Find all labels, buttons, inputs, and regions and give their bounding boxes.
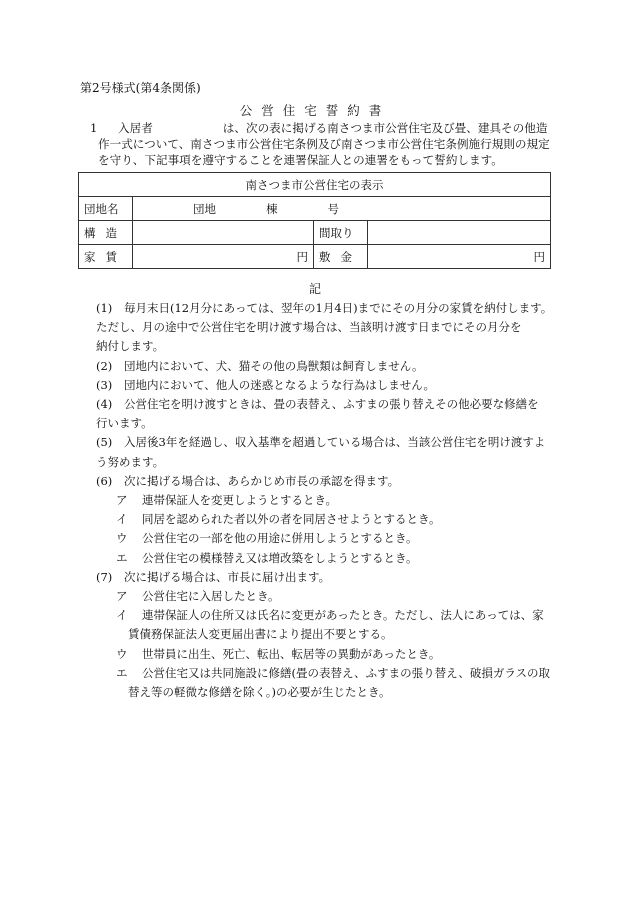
table-row-yachin (79, 245, 551, 269)
yachin-field: 円 (133, 245, 314, 269)
item-continuation: 納付します。 (96, 339, 165, 354)
item-number: (6) (96, 473, 113, 488)
item-text: 団地内において、犬、猫その他の鳥獣類は飼育しません。 (124, 358, 424, 373)
item-number: (5) (96, 435, 113, 450)
sub-item-text: 公営住宅又は共同施設に修繕(畳の表替え、ふすまの張り替え、破損ガラスの取 (142, 665, 551, 680)
item-continuation: 行います。 (96, 416, 153, 431)
sub-item-text: 公営住宅に入居したとき。 (142, 589, 280, 604)
item-text: 次に掲げる場合は、市長に届け出ます。 (124, 569, 331, 584)
kozo-label: 構造 (79, 221, 133, 245)
housing-info-table (78, 172, 551, 269)
sub-item-label: イ (116, 512, 128, 527)
item-number: (2) (96, 358, 113, 373)
list-item (96, 472, 566, 491)
madori-label: 間取り (314, 221, 368, 245)
sub-item-label: エ (116, 665, 128, 680)
intro-paragraph (80, 120, 560, 168)
sub-item (96, 606, 566, 644)
item-number: (4) (96, 397, 113, 412)
document-title: 公営住宅誓約書 (239, 103, 391, 118)
sub-item-continuation: 賃債務保証法人変更届出書により提出不要とする。 (128, 627, 393, 642)
sub-item (96, 664, 566, 702)
shikikin-field: 円 (368, 245, 551, 269)
danchi-field (133, 197, 551, 221)
sub-item-text: 連帯保証人の住所又は氏名に変更があったとき。ただし、法人にあっては、家 (142, 608, 544, 623)
sub-item-text: 公営住宅の模様替え又は増改築をしようとするとき。 (142, 550, 418, 565)
sub-item-continuation: 替え等の軽微な修繕を除く。)の必要が生じたとき。 (128, 685, 391, 700)
item-text: 入居後3年を経過し、収入基準を超過している場合は、当該公営住宅を明け渡すよ (124, 435, 546, 450)
table-row-danchi (79, 197, 551, 221)
to-unit: 棟 (266, 201, 278, 216)
shikikin-label: 敷金 (314, 245, 368, 269)
sub-item (96, 645, 566, 664)
go-unit: 号 (327, 201, 339, 216)
kozo-field (133, 221, 314, 245)
tenant-label: 入居者 (118, 121, 153, 135)
intro-line-3: を守り、下記事項を遵守することを連署保証人との連署をもって誓約します。 (98, 153, 503, 167)
sub-item-label: ア (116, 589, 128, 604)
table-caption-row (79, 173, 551, 197)
sub-item (96, 529, 566, 548)
form-number-label: 第2号様式(第4条関係) (80, 81, 201, 95)
item-continuation: う努めます。 (96, 454, 165, 469)
sub-item-text: 同居を認められた者以外の者を同居させようとするとき。 (142, 512, 441, 527)
danchi-unit: 団地 (193, 201, 216, 216)
danchi-label: 団地名 (79, 197, 133, 221)
intro-line-1 (80, 120, 560, 136)
sub-item-text: 世帯員に出生、死亡、転出、転居等の異動があったとき。 (142, 646, 441, 661)
item-number: (1) (96, 301, 113, 315)
list-item (96, 299, 566, 357)
ki-heading: 記 (308, 282, 321, 296)
item-number: (7) (96, 569, 113, 584)
intro-number: 1 (90, 121, 98, 135)
list-item (96, 433, 566, 471)
sub-item (96, 587, 566, 606)
sub-item-text: 公営住宅の一部を他の用途に併用しようとするとき。 (142, 531, 418, 546)
madori-field (368, 221, 551, 245)
sub-item (96, 510, 566, 529)
item-text: 団地内において、他人の迷惑となるような行為はしません。 (124, 377, 435, 392)
sub-item-label: ウ (116, 531, 128, 546)
item-text: 毎月末日(12月分にあっては、翌年の1月4日)までにその月分の家賃を納付します。 (124, 301, 553, 315)
pledge-list (96, 299, 566, 702)
sub-item-label: エ (116, 550, 128, 565)
list-item (96, 395, 566, 433)
yachin-label: 家賃 (79, 245, 133, 269)
sub-item-label: ア (116, 493, 128, 508)
item-number: (3) (96, 377, 113, 392)
sub-item-label: ウ (116, 646, 128, 661)
intro-line-1-text: は、次の表に掲げる南さつま市公営住宅及び畳、建具その他造 (222, 121, 548, 135)
sub-item-text: 連帯保証人を変更しようとするとき。 (142, 493, 338, 508)
list-item (96, 376, 566, 395)
item-text: 次に掲げる場合は、あらかじめ市長の承認を得ます。 (124, 473, 400, 488)
sub-item (96, 491, 566, 510)
table-row-kozo (79, 221, 551, 245)
item-text: 公営住宅を明け渡すときは、畳の表替え、ふすまの張り替えその他必要な修繕を (124, 397, 539, 412)
sub-item (96, 549, 566, 568)
table-caption: 南さつま市公営住宅の表示 (79, 173, 551, 197)
list-item (96, 568, 566, 587)
sub-item-label: イ (116, 608, 128, 623)
item-continuation: ただし、月の途中で公営住宅を明け渡す場合は、当該明け渡す日までにその月分を (96, 320, 522, 335)
list-item (96, 357, 566, 376)
intro-line-2: 作一式について、南さつま市公営住宅条例及び南さつま市公営住宅条例施行規則の規定 (98, 137, 550, 151)
